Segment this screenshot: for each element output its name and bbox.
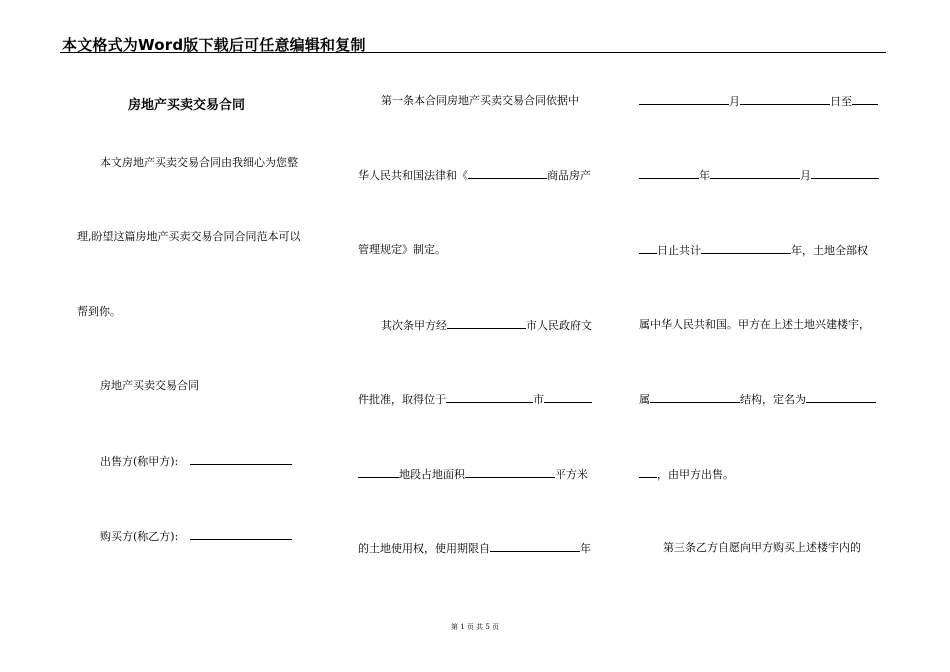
article-2-line-3 xyxy=(358,467,588,481)
blank-field xyxy=(811,168,879,179)
blank-field xyxy=(490,541,580,552)
col3-line-2 xyxy=(639,168,879,182)
text-fragment: 月 xyxy=(729,95,740,108)
col3-line-5 xyxy=(639,392,876,406)
text-fragment: 结构，定名为 xyxy=(740,393,806,406)
text-fragment: 年 xyxy=(699,169,710,182)
col3-line-1 xyxy=(639,94,878,108)
seller-line xyxy=(100,454,292,468)
col3-line-4: 属中华人民共和国。甲方在上述土地兴建楼宇， xyxy=(639,318,870,331)
text-fragment: 市 xyxy=(533,393,544,406)
text-fragment: 商品房产 xyxy=(547,169,591,182)
text-fragment: 年，土地全部权 xyxy=(791,244,868,257)
buyer-label: 购买方(称乙方): xyxy=(100,530,179,543)
text-fragment: 市人民政府文 xyxy=(526,319,592,332)
buyer-line xyxy=(100,529,292,543)
text-fragment: 月 xyxy=(800,169,811,182)
blank-field xyxy=(639,94,729,105)
seller-label: 出售方(称甲方): xyxy=(100,455,179,468)
article-1-line-3: 管理规定》制定。 xyxy=(358,243,446,256)
article-3-line-1: 第三条乙方自愿向甲方购买上述楼宇内的 xyxy=(663,541,861,554)
blank-field xyxy=(468,168,547,179)
article-2-line-1 xyxy=(381,318,592,332)
intro-line-2: 理,盼望这篇房地产买卖交易合同合同范本可以 xyxy=(77,230,301,243)
document-header-title: 本文格式为Word版下载后可任意编辑和复制 xyxy=(62,36,366,54)
text-fragment: 的土地使用权，使用期限自 xyxy=(358,542,490,555)
col3-line-3 xyxy=(639,243,868,257)
blank-field xyxy=(639,243,657,254)
page-footer: 第 1 页 共 5 页 xyxy=(450,623,500,631)
text-fragment: 属 xyxy=(639,393,650,406)
contract-subtitle: 房地产买卖交易合同 xyxy=(100,379,199,392)
blank-field xyxy=(544,392,592,403)
text-fragment: 地段占地面积 xyxy=(399,468,465,481)
blank-field xyxy=(639,168,699,179)
blank-field xyxy=(650,392,740,403)
text-fragment: 其次条甲方经 xyxy=(381,319,447,332)
text-fragment: 华人民共和国法律和《 xyxy=(358,169,468,182)
buyer-blank xyxy=(190,529,292,540)
article-2-line-4 xyxy=(358,541,591,555)
blank-field xyxy=(740,94,830,105)
article-2-line-2 xyxy=(358,392,592,406)
header-divider xyxy=(60,52,886,53)
blank-field xyxy=(446,392,533,403)
article-1-line-1: 第一条本合同房地产买卖交易合同依据中 xyxy=(381,94,579,107)
blank-field xyxy=(639,467,657,478)
blank-field xyxy=(447,318,526,329)
text-fragment: 日至 xyxy=(830,95,852,108)
blank-field xyxy=(852,94,878,105)
blank-field xyxy=(358,467,399,478)
blank-field xyxy=(806,392,876,403)
seller-blank xyxy=(190,454,292,465)
text-fragment: 日止共计 xyxy=(657,244,701,257)
intro-line-3: 帮到你。 xyxy=(77,305,121,318)
blank-field xyxy=(465,467,555,478)
text-fragment: ，由甲方出售。 xyxy=(657,468,734,481)
text-fragment: 件批准，取得位于 xyxy=(358,393,446,406)
intro-line-1: 本文房地产买卖交易合同由我细心为您整 xyxy=(100,156,298,169)
text-fragment: 年 xyxy=(580,542,591,555)
blank-field xyxy=(710,168,800,179)
blank-field xyxy=(701,243,791,254)
article-1-line-2 xyxy=(358,168,591,182)
text-fragment: 平方米 xyxy=(555,468,588,481)
document-title: 房地产买卖交易合同 xyxy=(128,98,246,113)
col3-line-6 xyxy=(639,467,734,481)
